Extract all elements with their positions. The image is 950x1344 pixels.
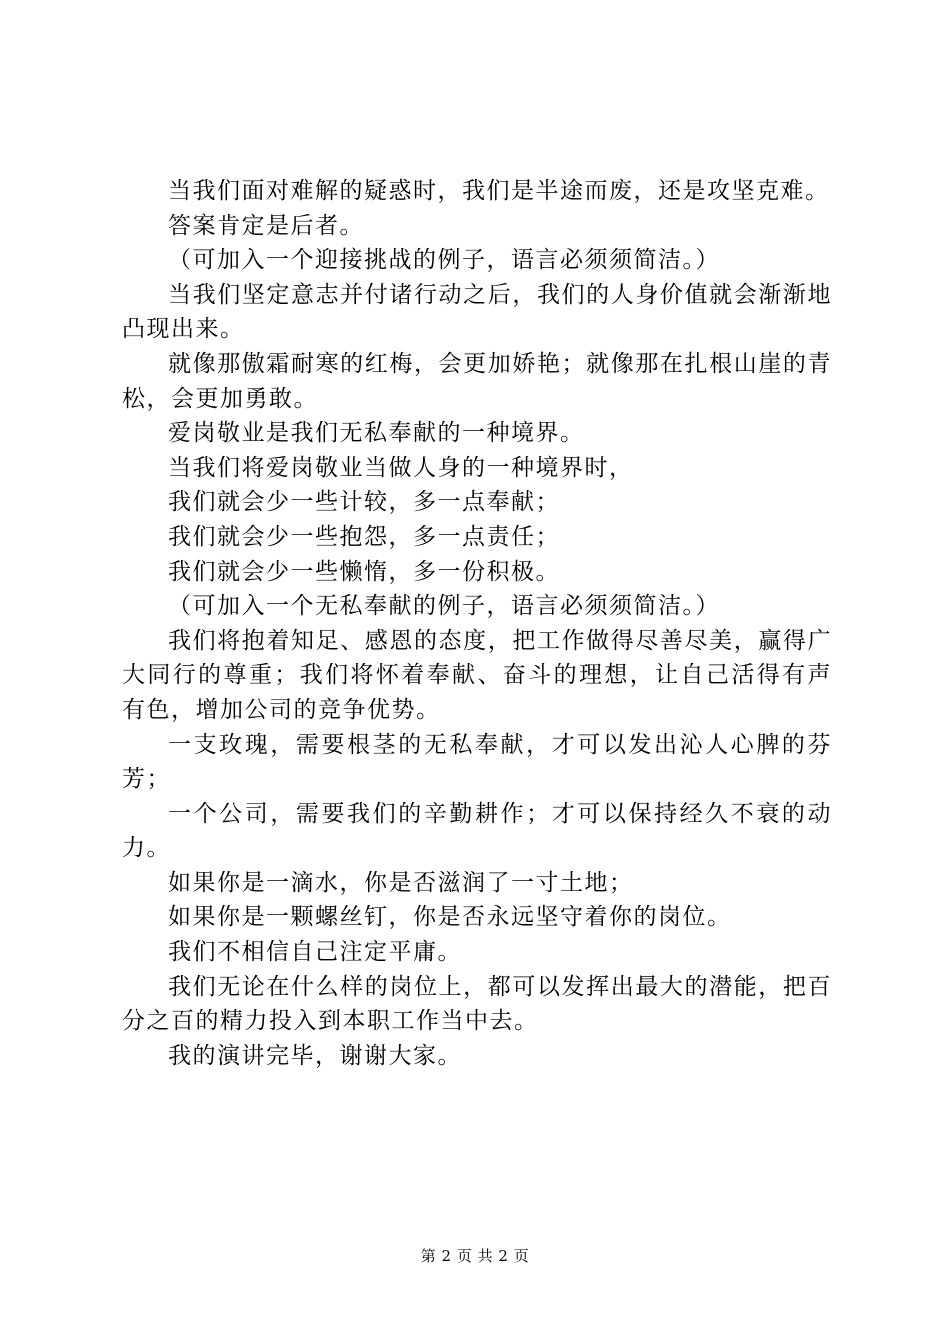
paragraph: 我们就会少一些抱怨，多一点责任； <box>168 523 560 550</box>
paragraph: 我们无论在什么样的岗位上，都可以发挥出最大的潜能，把百分之百的精力投入到本职工作当中去。 <box>122 973 832 1035</box>
paragraph: 当我们面对难解的疑惑时，我们是半途而废，还是攻坚克难。 <box>168 178 830 204</box>
paragraph: 我们就会少一些计较，多一点奉献； <box>168 489 560 516</box>
paragraph: 我们将抱着知足、感恩的态度，把工作做得尽善尽美，赢得广大同行的尊重；我们将怀着奉献、奋斗的理想，让自己活得有声有色，增加公司的竞争优势。 <box>122 627 832 723</box>
document-body <box>122 174 832 1073</box>
paragraph: 如果你是一滴水，你是否滋润了一寸土地； <box>168 869 634 896</box>
paragraph: （可加入一个迎接挑战的例子，语言必须须简洁。） <box>168 247 720 274</box>
paragraph: 当我们将爱岗敬业当做人身的一种境界时， <box>168 454 634 481</box>
paragraph: 我的演讲完毕，谢谢大家。 <box>168 1042 462 1069</box>
page-footer: 第 2 页 共 2 页 <box>420 1247 530 1265</box>
paragraph: 爱岗敬业是我们无私奉献的一种境界。 <box>168 420 585 447</box>
paragraph: （可加入一个无私奉献的例子，语言必须须简洁。） <box>168 593 720 620</box>
paragraph: 我们不相信自己注定平庸。 <box>168 939 462 966</box>
paragraph: 就像那傲霜耐寒的红梅，会更加娇艳；就像那在扎根山崖的青松，会更加勇敢。 <box>122 350 832 412</box>
paragraph: 如果你是一颗螺丝钉，你是否永远坚守着你的岗位。 <box>168 904 732 931</box>
paragraph: 一个公司，需要我们的辛勤耕作；才可以保持经久不衰的动力。 <box>122 800 832 862</box>
paragraph: 当我们坚定意志并付诸行动之后，我们的人身价值就会渐渐地凸现出来。 <box>122 281 832 343</box>
paragraph: 一支玫瑰，需要根茎的无私奉献，才可以发出沁人心脾的芬芳； <box>122 731 832 793</box>
paragraph: 我们就会少一些懒惰，多一份积极。 <box>168 558 560 585</box>
paragraph: 答案肯定是后者。 <box>168 212 364 239</box>
